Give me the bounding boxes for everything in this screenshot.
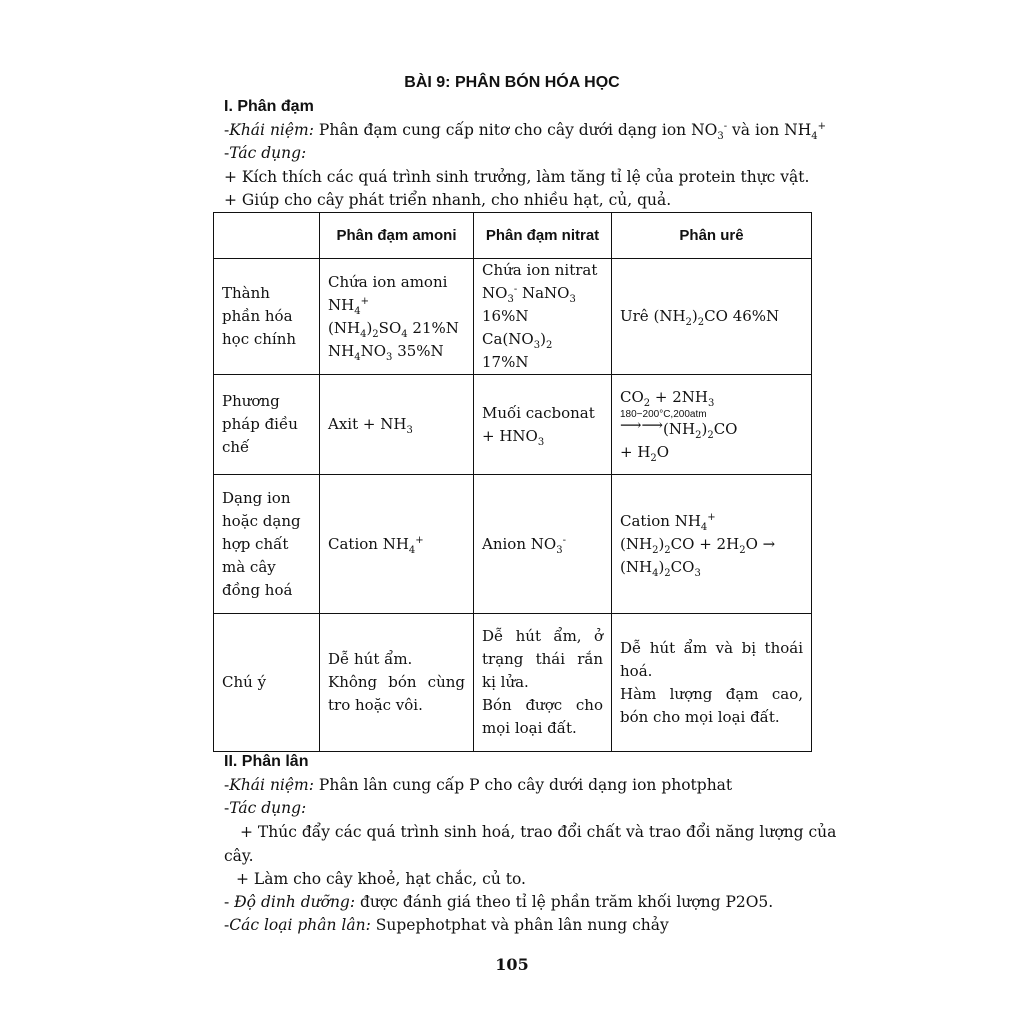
- phosphorus-types-line: -Các loại phân lân: Supephotphat và phân lân nung chảy: [224, 916, 669, 934]
- phosphorus-effect-1a: + Thúc đẩy các quá trình sinh hoá, trao đổi chất và trao đổi năng lượng của: [240, 823, 837, 841]
- effect-label: Tác dụng:: [229, 144, 307, 162]
- amoni-note-cell: Dễ hút ẩm. Không bón cùng tro hoặc vôi.: [320, 614, 474, 752]
- table-row-ion: [214, 475, 812, 614]
- ure-ion-cell: Cation $NH_4^+$ $(NH_2)_2CO + 2H_2O$ → $(NH_4)_2CO_3$: [612, 475, 812, 614]
- section-heading-phosphorus: II. Phân lân: [224, 753, 309, 770]
- nitrogen-effect-2: + Giúp cho cây phát triển nhanh, cho nhiều hạt, củ, quả.: [224, 191, 672, 209]
- header-amoni: Phân đạm amoni: [320, 213, 474, 259]
- ure-note-cell: Dễ hút ẩm và bị thoái hoá. Hàm lượng đạm cao, bón cho mọi loại đất.: [612, 614, 812, 752]
- header-nitrat: Phân đạm nitrat: [474, 213, 612, 259]
- nitrogen-effect-label-line: -Tác dụng:: [224, 144, 307, 162]
- table-row-composition: [214, 259, 812, 375]
- table-row-note: [214, 614, 812, 752]
- row-label-ion: Dạng ion hoặc dạng hợp chất mà cây đồng hoá: [214, 475, 320, 614]
- concept-mid: và ion NH: [727, 121, 812, 139]
- phosphorus-effect-2: + Làm cho cây khoẻ, hạt chắc, củ to.: [236, 870, 526, 888]
- nitrogen-concept-line: -Khái niệm: Phân đạm cung cấp nitơ cho cây dưới dạng ion $NO_3^-$ và ion $NH_4^+$: [224, 120, 827, 143]
- table-row-method: [214, 375, 812, 475]
- ure-method-cell: $CO_2 + 2NH_3$ 180−200°C,200atm $⟶⟶(NH_2)_2CO$ + $H_2O$: [612, 375, 812, 475]
- phosphorus-effect-label-line: -Tác dụng:: [224, 799, 307, 817]
- ure-composition-cell: Urê $(NH_2)_2CO$ 46%N: [612, 259, 812, 375]
- amoni-method-cell: Axit + $NH_3$: [320, 375, 474, 475]
- reaction-condition: 180−200°C,200atm: [620, 408, 707, 420]
- concept-text: Phân đạm cung cấp nitơ cho cây dưới dạng ion NO: [318, 121, 718, 139]
- nitrat-composition-cell: Chứa ion nitrat $NO_3^-$ NaNO$_3$ 16%N $Ca(NO_3)_2$ 17%N: [474, 259, 612, 375]
- phosphorus-concept-line: -Khái niệm: Phân lân cung cấp P cho cây dưới dạng ion photphat: [224, 776, 733, 794]
- fertilizer-table: [213, 212, 812, 752]
- amoni-ion-cell: Cation $NH_4^+$: [320, 475, 474, 614]
- section-heading-nitrogen: I. Phân đạm: [224, 98, 314, 115]
- concept-label: Khái niệm:: [229, 121, 314, 139]
- nitrat-ion-cell: Anion $NO_3^-$: [474, 475, 612, 614]
- phosphorus-effect-1b: cây.: [224, 847, 254, 865]
- amoni-composition-cell: Chứa ion amoni $NH_4^+$ $(NH_4)_2SO_4$ 21%N $NH_4NO_3$ 35%N: [320, 259, 474, 375]
- row-label-note: Chú ý: [214, 614, 320, 752]
- phosphorus-nutrition-line: - Độ dinh dưỡng: được đánh giá theo tỉ lệ phần trăm khối lượng P2O5.: [224, 893, 774, 911]
- header-ure: Phân urê: [612, 213, 812, 259]
- page-number: 105: [495, 955, 529, 974]
- header-empty: [214, 213, 320, 259]
- page-title: BÀI 9: PHÂN BÓN HÓA HỌC: [404, 74, 620, 91]
- table-header-row: [214, 213, 812, 259]
- row-label-composition: Thành phần hóa học chính: [214, 259, 320, 375]
- nitrat-note-cell: Dễ hút ẩm, ở trạng thái rắn kị lửa. Bón được cho mọi loại đất.: [474, 614, 612, 752]
- nitrat-method-cell: Muối cacbonat + $HNO_3$: [474, 375, 612, 475]
- reaction-arrow: 180−200°C,200atm $⟶⟶(NH_2)_2CO$: [620, 408, 738, 441]
- row-label-method: Phương pháp điều chế: [214, 375, 320, 475]
- nitrogen-effect-1: + Kích thích các quá trình sinh trưởng, làm tăng tỉ lệ của protein thực vật.: [224, 168, 810, 186]
